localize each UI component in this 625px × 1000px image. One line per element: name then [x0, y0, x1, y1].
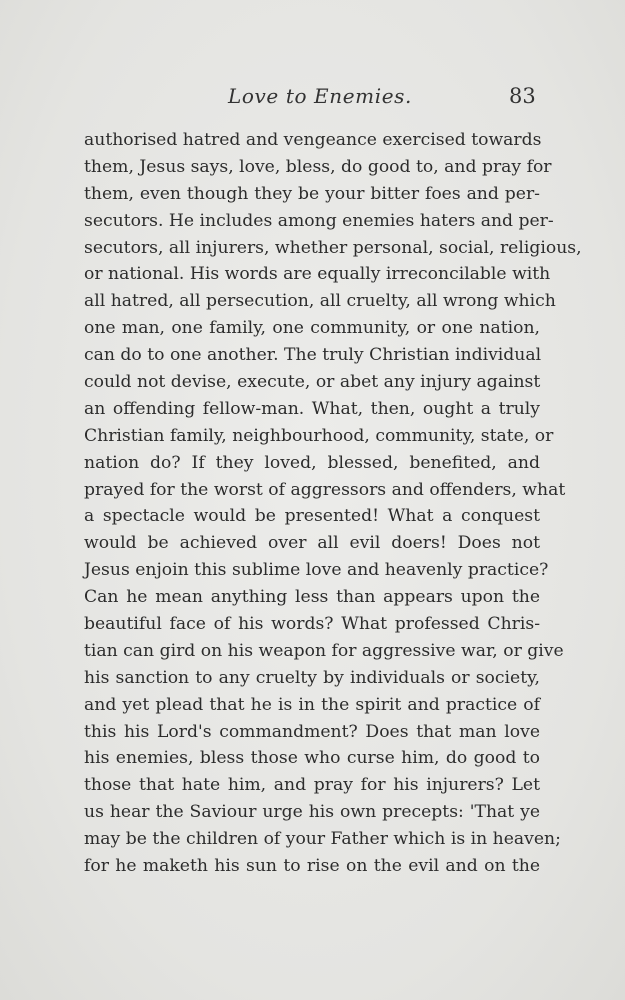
- text-line: beautiful face of his words? What professed Chris-: [84, 614, 540, 635]
- text-line: or national. His words are equally irreconcilable with: [84, 264, 551, 285]
- text-line: Can he mean anything less than appears upon the: [84, 587, 540, 608]
- text-line: this his Lord's commandment? Does that man love: [84, 721, 540, 742]
- text-line: secutors. He includes among enemies haters and per-: [84, 210, 554, 231]
- text-line: can do to one another. The truly Christian individual: [84, 345, 542, 366]
- text-line: for he maketh his sun to rise on the evil and on the: [84, 856, 540, 877]
- text-line: tian can gird on his weapon for aggressive war, or give: [84, 640, 564, 661]
- text-line: and yet plead that he is in the spirit and practice of: [84, 694, 540, 715]
- text-line: Jesus enjoin this sublime love and heavenly practice?: [84, 560, 549, 581]
- text-line: prayed for the worst of aggressors and offenders, what: [84, 479, 566, 500]
- text-line: a spectacle would be presented! What a conquest: [84, 506, 540, 527]
- running-title: Love to Enemies.: [228, 84, 412, 108]
- page-header: [0, 84, 625, 114]
- text-line: would be achieved over all evil doers! Does not: [84, 533, 540, 554]
- text-line: an offending fellow-man. What, then, ought a truly: [84, 398, 540, 419]
- text-line: one man, one family, one community, or one nation,: [84, 318, 540, 339]
- text-line: secutors, all injurers, whether personal, social, religious,: [84, 237, 582, 258]
- body-text: [84, 127, 582, 880]
- text-line: them, even though they be your bitter foes and per-: [84, 183, 540, 204]
- text-line: his sanction to any cruelty by individuals or society,: [84, 667, 540, 688]
- text-line: nation do? If they loved, blessed, benefited, and: [84, 452, 540, 473]
- text-line: us hear the Saviour urge his own precepts: 'That ye: [84, 802, 540, 823]
- text-line: authorised hatred and vengeance exercised towards: [84, 130, 542, 150]
- text-line: those that hate him, and pray for his injurers? Let: [84, 775, 540, 796]
- text-line: his enemies, bless those who curse him, do good to: [84, 748, 540, 769]
- text-line: may be the children of your Father which is in heaven;: [84, 829, 561, 850]
- text-line: could not devise, execute, or abet any injury against: [84, 372, 541, 393]
- text-line: Christian family, neighbourhood, community, state, or: [84, 425, 554, 446]
- text-line: all hatred, all persecution, all cruelty, all wrong which: [84, 291, 556, 312]
- page-number: 83: [509, 84, 536, 108]
- text-line: them, Jesus says, love, bless, do good to, and pray for: [84, 156, 552, 177]
